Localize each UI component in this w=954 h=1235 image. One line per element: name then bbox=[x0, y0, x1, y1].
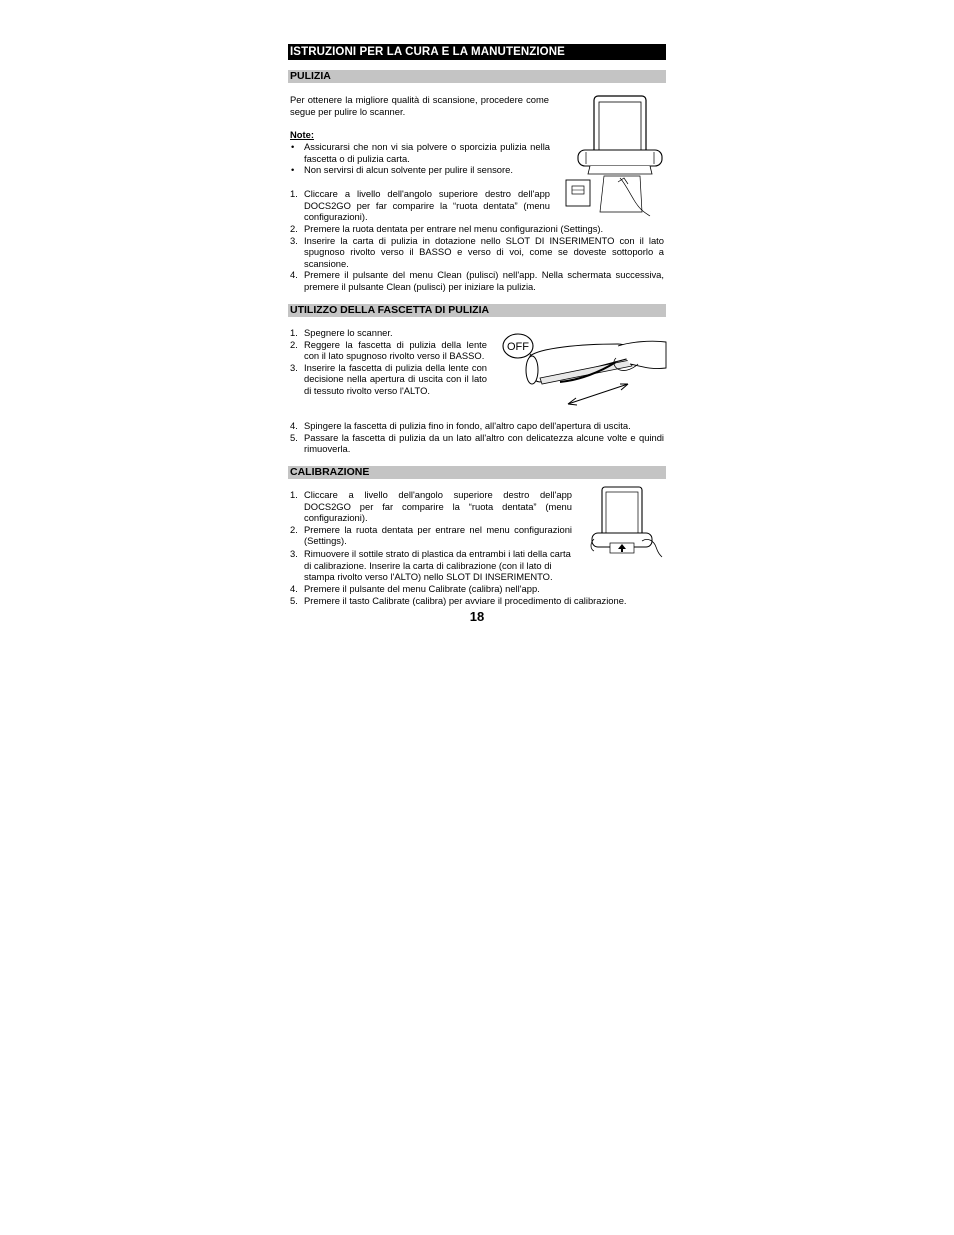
fascetta-steps-b bbox=[288, 420, 664, 455]
note-bullet: • Assicurarsi che non vi sia polvere o sporcizia pulizia nella fascetta o di pulizia carta. bbox=[291, 141, 550, 164]
list-item: 2. Reggere la fascetta di pulizia della lente con il lato spugnoso rivolto verso il BASSO. bbox=[290, 338, 487, 362]
cleaning-strip-illustration bbox=[500, 328, 668, 410]
list-item: 1. Cliccare a livello dell'angolo superiore destro dell'app DOCS2GO per far comparire la “ruota dentata” (menu configurazioni). bbox=[290, 188, 550, 223]
fascetta-steps-a bbox=[288, 327, 487, 397]
list-item: 1. Spegnere lo scanner. bbox=[290, 327, 393, 338]
pulizia-intro: Per ottenere la migliore qualità di scansione, procedere come segue per pulire lo scanner. bbox=[290, 94, 549, 117]
list-item: 4. Premere il pulsante del menu Clean (pulisci) nell'app. Nella schermata successiva, premere il pulsante Clean (pulisci) per iniziare la pulizia. bbox=[290, 269, 664, 292]
section-title-fascetta: UTILIZZO DELLA FASCETTA DI PULIZIA bbox=[288, 304, 666, 317]
section-title-pulizia: PULIZIA bbox=[288, 70, 666, 83]
pulizia-steps-a bbox=[288, 188, 550, 223]
page-number: 18 bbox=[469, 609, 485, 624]
calibration-illustration bbox=[588, 485, 664, 559]
calibrazione-steps-a bbox=[288, 489, 572, 547]
list-item: 2. Premere la ruota dentata per entrare nel menu configurazioni (Settings). bbox=[290, 523, 572, 547]
section-title-calibrazione: CALIBRAZIONE bbox=[288, 466, 666, 479]
list-item: 3. Rimuovere il sottile strato di plastica da entrambi i lati della carta di calibrazione. Inserire la carta di calibrazione (con il lato di stampa rivolto verso l'ALTO) nello SLOT DI INSERIMENTO. bbox=[290, 548, 571, 583]
list-item: 4. Premere il pulsante del menu Calibrate (calibra) nell'app. bbox=[290, 583, 540, 594]
main-title: ISTRUZIONI PER LA CURA E LA MANUTENZIONE bbox=[288, 44, 666, 60]
note-bullet: • Non servirsi di alcun solvente per pulire il sensore. bbox=[291, 164, 513, 176]
list-item: 1. Cliccare a livello dell'angolo superiore destro dell'app DOCS2GO per far comparire la “ruota dentata” (menu configurazioni). bbox=[290, 489, 572, 524]
list-item: 3. Inserire la carta di pulizia in dotazione nello SLOT DI INSERIMENTO con il lato spugnoso rivolto verso il BASSO e verso di voi, come se doveste sottoporlo a scansione. bbox=[290, 234, 664, 269]
off-label: OFF bbox=[507, 341, 529, 353]
calibrazione-steps-b bbox=[288, 548, 572, 583]
calibrazione-steps-c bbox=[288, 583, 664, 606]
tablet-scanner-illustration bbox=[564, 94, 664, 264]
list-item: 5. Passare la fascetta di pulizia da un lato all'altro con delicatezza alcune volte e quindi rimuoverla. bbox=[290, 431, 664, 455]
note-label: Note: bbox=[290, 129, 314, 140]
list-item: 5. Premere il tasto Calibrate (calibra) per avviare il procedimento di calibrazione. bbox=[290, 594, 627, 606]
note-bullets bbox=[288, 141, 550, 176]
list-item: 3. Inserire la fascetta di pulizia della lente con decisione nella apertura di uscita con il lato di tessuto rivolto verso l'ALTO. bbox=[290, 361, 487, 396]
list-item: 2. Premere la ruota dentata per entrare nel menu configurazioni (Settings). bbox=[290, 223, 604, 234]
list-item: 4. Spingere la fascetta di pulizia fino in fondo, all'altro capo dell'apertura di uscita. bbox=[290, 420, 631, 431]
